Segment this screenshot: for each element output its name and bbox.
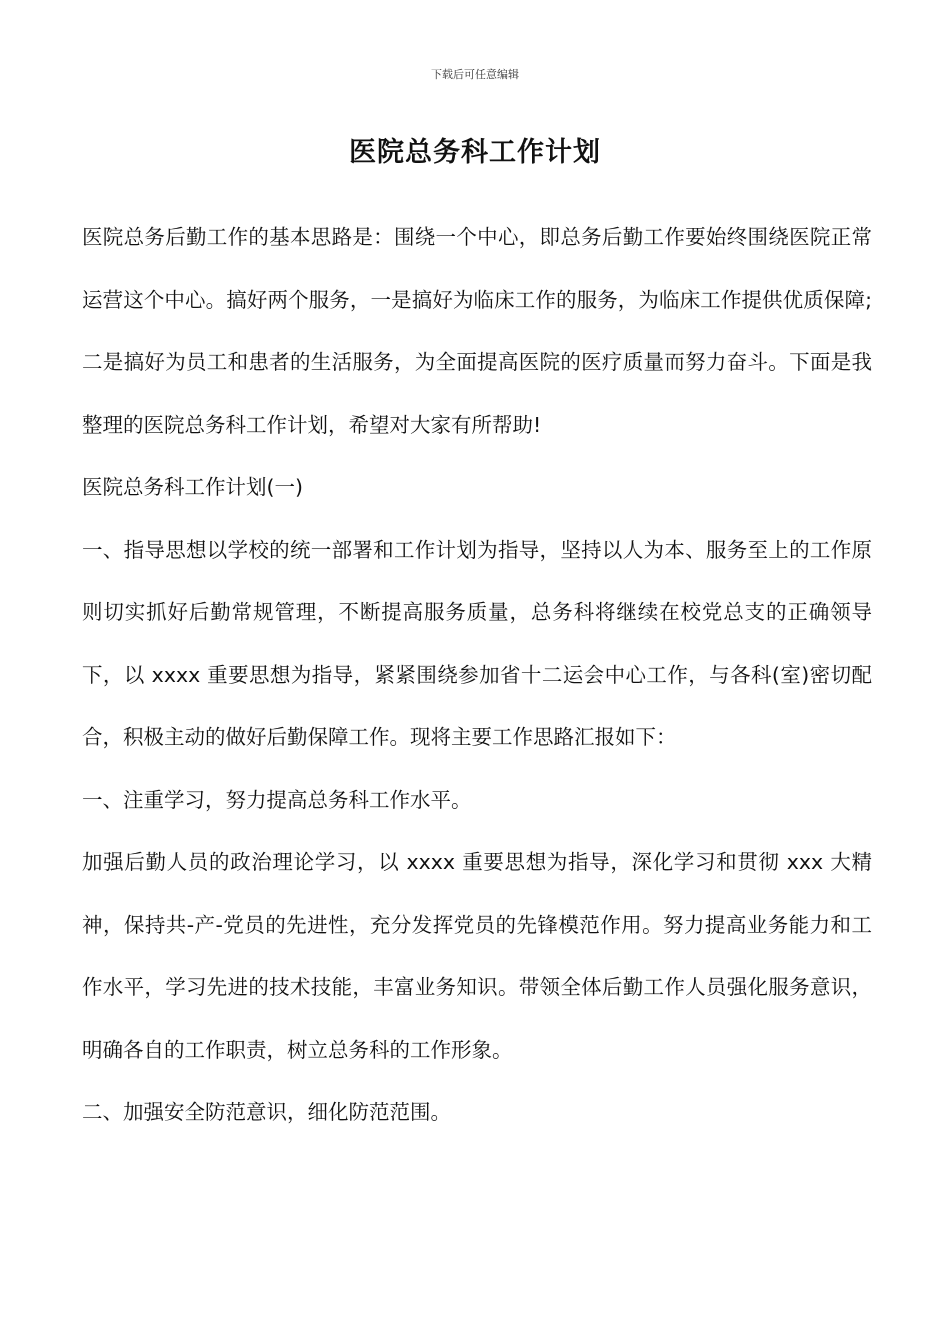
- point-one-heading: 一、注重学习，努力提高总务科工作水平。: [82, 787, 472, 812]
- point-two-heading: 二、加强安全防范意识，细化防范范围。: [82, 1100, 451, 1124]
- study-paragraph: 加强后勤人员的政治理论学习，以 xxxx 重要思想为指导，深化学习和贯彻 xxx 大精神，保持共-产-党员的先进性，充分发挥党员的先锋模范作用。努力提高业务能力和工作水平，学习先进的技术技能，丰富业务知识。带领全体后勤工作人员强化服务意识，明确各自的工作职责，树立总务科的工作形象。: [82, 850, 872, 1062]
- guiding-ideology-paragraph: 一、指导思想以学校的统一部署和工作计划为指导，坚持以人为本、服务至上的工作原则切实抓好后勤常规管理，不断提高服务质量，总务科将继续在校党总支的正确领导下，以 xxxx 重要思想为指导，紧紧围绕参加省十二运会中心工作，与各科(室)密切配合，积极主动的做好后勤保障工作。现将主要工作思路汇报如下：: [82, 537, 872, 749]
- section-heading-plan-one: 医院总务科工作计划(一): [82, 475, 303, 499]
- document-body: [82, 206, 872, 1144]
- document-title: 医院总务科工作计划: [349, 137, 601, 168]
- header-note: 下载后可任意编辑: [431, 68, 519, 81]
- intro-paragraph: 医院总务后勤工作的基本思路是：围绕一个中心，即总务后勤工作要始终围绕医院正常运营这个中心。搞好两个服务，一是搞好为临床工作的服务，为临床工作提供优质保障;二是搞好为员工和患者的生活服务，为全面提高医院的医疗质量而努力奋斗。下面是我整理的医院总务科工作计划，希望对大家有所帮助!: [82, 225, 872, 437]
